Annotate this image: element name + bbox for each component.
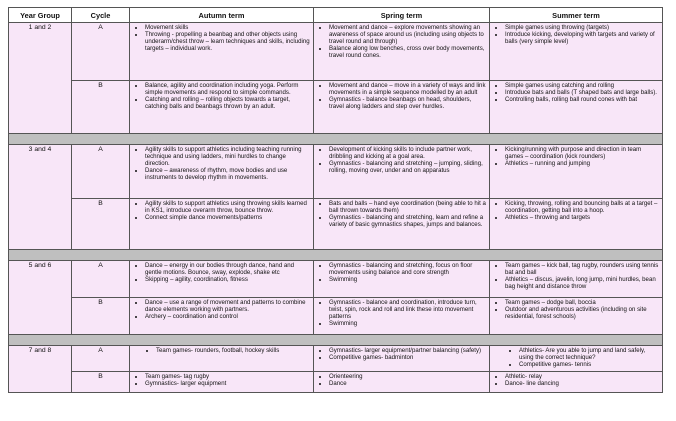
list-item: • Swimming bbox=[329, 276, 487, 283]
header-year-group: Year Group bbox=[9, 8, 72, 23]
list-item: • Athletics – throwing and targets bbox=[505, 214, 660, 221]
cycle-cell: B bbox=[72, 199, 130, 250]
list-item: • Team games – kick ball, tag rugby, rounders using tennis bat and ball bbox=[505, 262, 660, 276]
cycle-cell: B bbox=[72, 81, 130, 134]
list-item: • Movement and dance – explore movements showing an awareness of space around us (including using objects to travel round and through) bbox=[329, 24, 487, 45]
list-item: • Competitive games- tennis bbox=[519, 361, 660, 368]
list-item: • Gymnastics - balancing and stretching, focus on floor movements using balance and core strength bbox=[329, 262, 487, 276]
spring-cell bbox=[314, 346, 490, 372]
list-item: • Bats and balls – hand eye coordination (being able to hit a ball thrown towards them) bbox=[329, 200, 487, 214]
year-group-cell: 7 and 8 bbox=[9, 346, 72, 393]
cycle-cell: A bbox=[72, 23, 130, 81]
separator-cell bbox=[9, 335, 663, 346]
header-autumn-term: Autumn term bbox=[130, 8, 314, 23]
summer-cell bbox=[490, 261, 663, 298]
summer-cell bbox=[490, 199, 663, 250]
year-group-cell: 3 and 4 bbox=[9, 145, 72, 250]
list-item: • Kicking/running with purpose and direction in team games – coordination (kick rounders) bbox=[505, 146, 660, 160]
list-item: • Dance – use a range of movement and patterns to combine dance elements working with partners. bbox=[145, 299, 311, 313]
list-item: • Dance- line dancing bbox=[505, 380, 660, 387]
autumn-cell bbox=[130, 199, 314, 250]
list-item: • Dance – energy in our bodies through dance, hand and gentle motions. Bounce, sway, explode, shake etc bbox=[145, 262, 311, 276]
separator-row bbox=[9, 134, 663, 145]
table-row bbox=[9, 298, 663, 335]
header-cycle: Cycle bbox=[72, 8, 130, 23]
list-item: • Outdoor and adventurous activities (including on site residential, forest schools) bbox=[505, 306, 660, 320]
list-item: • Team games- rounders, football, hockey skills bbox=[156, 347, 311, 354]
cycle-cell: A bbox=[72, 261, 130, 298]
autumn-cell bbox=[130, 261, 314, 298]
list-item: • Simple games using throwing (targets) bbox=[505, 24, 660, 31]
list-item: • Skipping – agility, coordination, fitness bbox=[145, 276, 311, 283]
list-item: • Team games- tag rugby bbox=[145, 373, 311, 380]
list-item: • Gymnastics - balancing and stretching, learn and refine a variety of basic gymnastics shapes, jumps and balances. bbox=[329, 214, 487, 228]
cycle-cell: B bbox=[72, 372, 130, 393]
separator-cell bbox=[9, 134, 663, 145]
list-item: • Gymnastics - balancing and stretching – jumping, sliding, rolling, moving over, under and on apparatus bbox=[329, 160, 487, 174]
table-row bbox=[9, 372, 663, 393]
autumn-cell bbox=[130, 23, 314, 81]
summer-cell bbox=[490, 372, 663, 393]
list-item: • Gymnastics - balance and coordination, introduce turn, twist, spin, rock and roll and link these into movement patterns bbox=[329, 299, 487, 320]
table-row bbox=[9, 145, 663, 199]
list-item: • Balance along low benches, cross over body movements, travel round cones. bbox=[329, 45, 487, 59]
summer-cell bbox=[490, 23, 663, 81]
cycle-cell: A bbox=[72, 145, 130, 199]
year-group-cell: 1 and 2 bbox=[9, 23, 72, 134]
table-row bbox=[9, 23, 663, 81]
list-item: • Athletics – discus, javelin, long jump, mini hurdles, bean bag height and distance throw bbox=[505, 276, 660, 290]
list-item: • Athletics – running and jumping bbox=[505, 160, 660, 167]
year-group-cell: 5 and 6 bbox=[9, 261, 72, 335]
autumn-cell bbox=[130, 298, 314, 335]
list-item: • Gymnastics - balance beanbags on head, shoulders, travel along ladders and step over hurdles. bbox=[329, 96, 487, 110]
header-summer-term: Summer term bbox=[490, 8, 663, 23]
summer-cell bbox=[490, 145, 663, 199]
spring-cell bbox=[314, 261, 490, 298]
list-item: • Gymnastics- larger equipment bbox=[145, 380, 311, 387]
list-item: • Agility skills to support athletics including teaching running technique and using ladders, mini hurdles to change direction. bbox=[145, 146, 311, 167]
cycle-cell: A bbox=[72, 346, 130, 372]
list-item: • Team games – dodge ball, boccia bbox=[505, 299, 660, 306]
list-item: • Balance, agility and coordination including yoga. Perform simple movements and respond to simple commands. bbox=[145, 82, 311, 96]
summer-cell bbox=[490, 81, 663, 134]
spring-cell bbox=[314, 298, 490, 335]
autumn-cell bbox=[130, 81, 314, 134]
pe-curriculum-table bbox=[8, 7, 663, 393]
list-item: • Orienteering bbox=[329, 373, 487, 380]
separator-cell bbox=[9, 250, 663, 261]
list-item: • Kicking, throwing, rolling and bouncing balls at a target – coordination, getting ball into a hoop. bbox=[505, 200, 660, 214]
spring-cell bbox=[314, 23, 490, 81]
cycle-cell: B bbox=[72, 298, 130, 335]
list-item: • Catching and rolling – rolling objects towards a target, catching balls and beanbags thrown by an adult. bbox=[145, 96, 311, 110]
list-item: • Introduce bats and balls (T shaped bats and large balls). bbox=[505, 89, 660, 96]
list-item: • Dance bbox=[329, 380, 487, 387]
spring-cell bbox=[314, 81, 490, 134]
list-item: • Introduce kicking, developing with targets and variety of balls (very simple level) bbox=[505, 31, 660, 45]
table-row bbox=[9, 261, 663, 298]
table-row bbox=[9, 81, 663, 134]
list-item: • Controlling balls, rolling ball round cones with bat bbox=[505, 96, 660, 103]
list-item: • Athletics- Are you able to jump and land safely, using the correct technique? bbox=[519, 347, 660, 361]
list-item: • Gymnastics- larger equipment/partner balancing (safety) bbox=[329, 347, 487, 354]
separator-row bbox=[9, 335, 663, 346]
table-row bbox=[9, 199, 663, 250]
summer-cell bbox=[490, 346, 663, 372]
list-item: • Agility skills to support athletics using throwing skills learned in KS1, introduce overarm throw, bounce throw. bbox=[145, 200, 311, 214]
autumn-cell bbox=[130, 346, 314, 372]
spring-cell bbox=[314, 145, 490, 199]
list-item: • Throwing - propelling a beanbag and other objects using underarm/chest throw – learn techniques and skills, including targets – individual work. bbox=[145, 31, 311, 52]
list-item: • Connect simple dance movements/patterns bbox=[145, 214, 311, 221]
list-item: • Movement and dance – move in a variety of ways and link movements in a simple sequence modelled by an adult bbox=[329, 82, 487, 96]
summer-cell bbox=[490, 298, 663, 335]
list-item: • Swimming bbox=[329, 320, 487, 327]
autumn-cell bbox=[130, 145, 314, 199]
spring-cell bbox=[314, 372, 490, 393]
list-item: • Dance – awareness of rhythm, move bodies and use instruments to develop rhythm in movements. bbox=[145, 167, 311, 181]
separator-row bbox=[9, 250, 663, 261]
spring-cell bbox=[314, 199, 490, 250]
header-spring-term: Spring term bbox=[314, 8, 490, 23]
header-row bbox=[9, 8, 663, 23]
autumn-cell bbox=[130, 372, 314, 393]
list-item: • Competitive games- badminton bbox=[329, 354, 487, 361]
list-item: • Simple games using catching and rolling bbox=[505, 82, 660, 89]
table-row bbox=[9, 346, 663, 372]
list-item: • Athletic- relay bbox=[505, 373, 660, 380]
list-item: • Movement skills bbox=[145, 24, 311, 31]
list-item: • Development of kicking skills to include partner work, dribbling and kicking at a goal area. bbox=[329, 146, 487, 160]
curriculum-table-wrapper bbox=[8, 7, 662, 393]
list-item: • Archery – coordination and control bbox=[145, 313, 311, 320]
